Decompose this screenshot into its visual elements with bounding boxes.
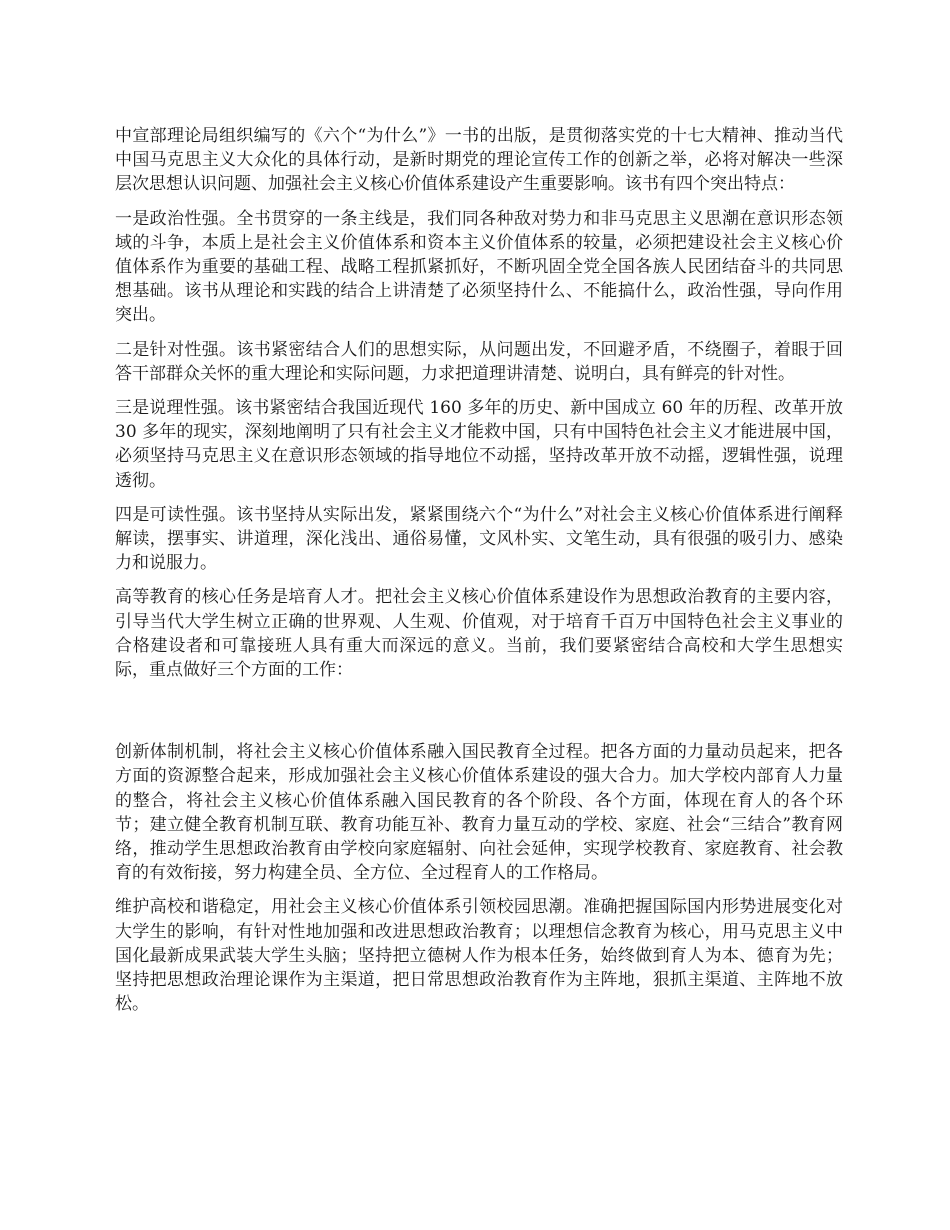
paragraph-stability: 维护高校和谐稳定，用社会主义核心价值体系引领校园思潮。准确把握国际国内形势进展变化对大学生的影响，有针对性地加强和改进思想政治教育；以理想信念教育为核心，用马克思主义中国化最新成果武装大学生头脑；坚持把立德树人作为根本任务，始终做到育人为本、德育为先；坚持把思想政治理论课作为主渠道，把日常思想政治教育作为主阵地，狠抓主渠道、主阵地不放松。 — [115, 897, 843, 1015]
paragraph-targeted: 二是针对性强。该书紧密结合人们的思想实际，从问题出发，不回避矛盾，不绕圈子，着眼于回答干部群众关怀的重大理论和实际问题，力求把道理讲清楚、说明白，具有鲜亮的针对性。 — [115, 339, 843, 384]
paragraph-political: 一是政治性强。全书贯穿的一条主线是，我们同各种敌对势力和非马克思主义思潮在意识形态领域的斗争，本质上是社会主义价值体系和资本主义价值体系的较量，必须把建设社会主义核心价值体系作为重要的基础工程、战略工程抓紧抓好，不断巩固全党全国各族人民团结奋斗的共同思想基础。该书从理论和实践的结合上讲清楚了必须坚持什么、不能搞什么，政治性强，导向作用突出。 — [115, 208, 843, 326]
paragraph-intro: 中宣部理论局组织编写的《六个“为什么”》一书的出版，是贯彻落实党的十七大精神、推动当代中国马克思主义大众化的具体行动，是新时期党的理论宣传工作的创新之举，必将对解决一些深层次思想认识问题、加强社会主义核心价值体系建设产生重要影响。该书有四个突出特点： — [115, 126, 843, 195]
paragraph-innovation: 创新体制机制，将社会主义核心价值体系融入国民教育全过程。把各方面的力量动员起来，把各方面的资源整合起来，形成加强社会主义核心价值体系建设的强大合力。加大学校内部育人力量的整合，将社会主义核心价值体系融入国民教育的各个阶段、各个方面，体现在育人的各个环节；建立健全教育机制互联、教育功能互补、教育力量互动的学校、家庭、社会“三结合”教育网络，推动学生思想政治教育由学校向家庭辐射、向社会延伸，实现学校教育、家庭教育、社会教育的有效衔接，努力构建全员、全方位、全过程育人的工作格局。 — [115, 742, 843, 884]
document-body — [115, 124, 843, 1027]
paragraph-readability: 四是可读性强。该书坚持从实际出发，紧紧围绕六个“为什么”对社会主义核心价值体系进行阐释解读，摆事实、讲道理，深化浅出、通俗易懂，文风朴实、文笔生动，具有很强的吸引力、感染力和说服力。 — [115, 504, 843, 574]
paragraph-reasoning: 三是说理性强。该书紧密结合我国近现代 160 多年的历史、新中国成立 60 年的历程、改革开放 30 多年的现实，深刻地阐明了只有社会主义才能救中国，只有中国特色社会主义才能进展中国，必须坚持马克思主义在意识形态领域的指导地位不动摇，坚持改革开放不动摇，逻辑性强，说理透彻。 — [115, 398, 843, 491]
paragraph-higher-education: 高等教育的核心任务是培育人才。把社会主义核心价值体系建设作为思想政治教育的主要内容，引导当代大学生树立正确的世界观、人生观、价值观，对于培育千百万中国特色社会主义事业的合格建设者和可靠接班人具有重大而深远的意义。当前，我们要紧密结合高校和大学生思想实际，重点做好三个方面的工作： — [115, 587, 843, 681]
